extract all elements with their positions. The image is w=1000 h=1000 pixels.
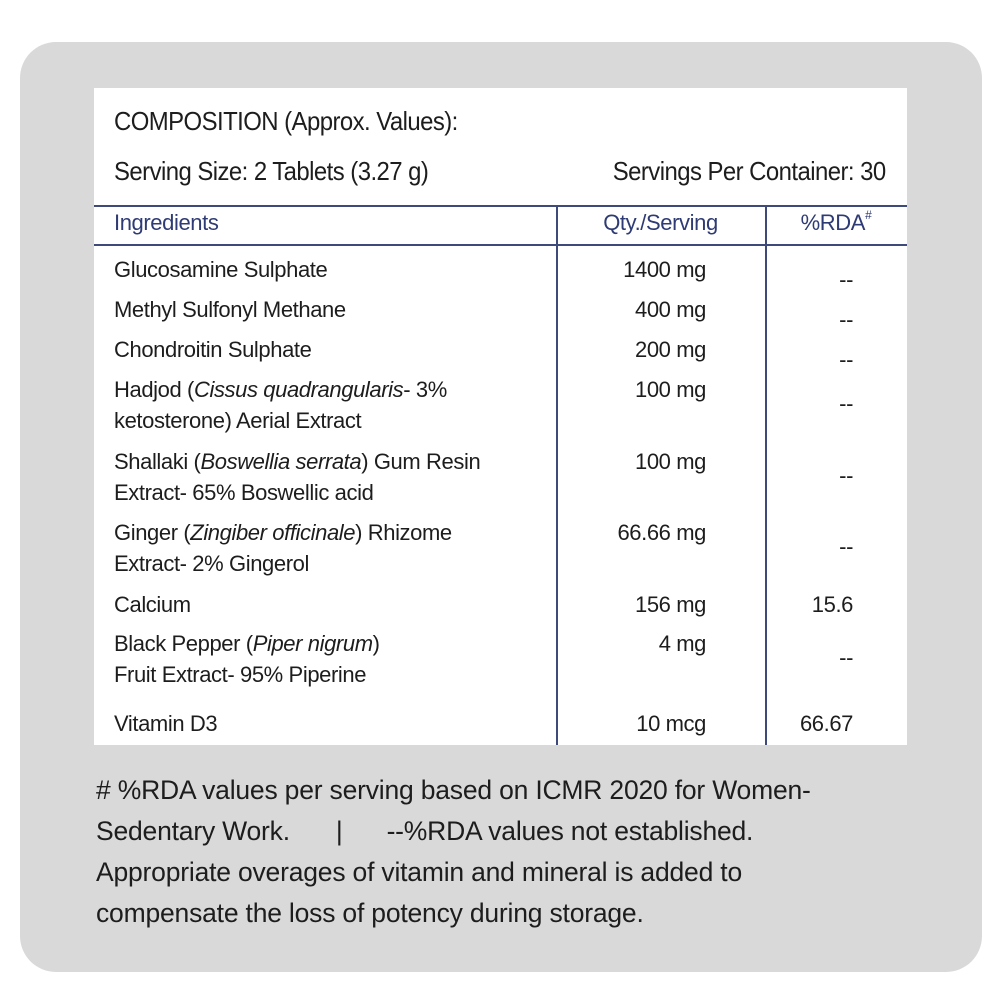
header-ingredients: Ingredients bbox=[114, 210, 219, 235]
ingredient-name-text: - 3% bbox=[403, 377, 447, 402]
footnote-separator: | bbox=[335, 816, 343, 846]
servings-per-container: Servings Per Container: 30 bbox=[613, 156, 886, 186]
table-header-rule bbox=[94, 244, 907, 246]
ingredient-name-line-2: Extract- 2% Gingerol bbox=[114, 551, 309, 576]
header-rda bbox=[765, 210, 907, 236]
ingredient-qty: 156 mg bbox=[635, 592, 706, 617]
footnote-line-4: compensate the loss of potency during storage. bbox=[96, 898, 644, 928]
ingredient-name-line-2: ketosterone) Aerial Extract bbox=[114, 408, 362, 433]
ingredient-name bbox=[114, 334, 544, 365]
footnote-not-established: --%RDA values not established. bbox=[386, 816, 754, 846]
serving-size: Serving Size: 2 Tablets (3.27 g) bbox=[114, 156, 429, 186]
ingredient-name bbox=[114, 628, 544, 690]
ingredient-qty: 200 mg bbox=[635, 337, 706, 362]
ingredient-rda: -- bbox=[839, 391, 853, 416]
ingredient-botanical-name: Piper nigrum bbox=[252, 631, 373, 656]
ingredient-name bbox=[114, 294, 544, 325]
ingredient-rda: -- bbox=[839, 463, 853, 488]
table-top-rule bbox=[94, 205, 907, 207]
ingredient-qty: 100 mg bbox=[635, 449, 706, 474]
footnote-line-2 bbox=[96, 811, 956, 852]
header-qty-serving: Qty./Serving bbox=[603, 210, 718, 235]
ingredient-qty: 4 mg bbox=[658, 631, 706, 656]
footnote-line-1: # %RDA values per serving based on ICMR 2020 for Women- bbox=[96, 775, 811, 805]
ingredient-name-line-2: Extract- 65% Boswellic acid bbox=[114, 480, 374, 505]
composition-card bbox=[94, 88, 907, 745]
ingredient-name-text: Vitamin D3 bbox=[114, 711, 218, 736]
ingredient-name bbox=[114, 374, 544, 436]
ingredient-name-text: ) Gum Resin bbox=[361, 449, 481, 474]
ingredient-rda: 66.67 bbox=[799, 711, 853, 736]
ingredient-botanical-name: Cissus quadrangularis bbox=[193, 377, 404, 402]
ingredient-name-text: ) Rhizome bbox=[355, 520, 452, 545]
ingredient-name bbox=[114, 589, 544, 620]
ingredient-botanical-name: Zingiber officinale bbox=[190, 520, 356, 545]
ingredient-botanical-name: Boswellia serrata bbox=[200, 449, 362, 474]
footnote-sedentary: Sedentary Work. bbox=[96, 816, 290, 846]
ingredient-qty: 1400 mg bbox=[623, 257, 706, 282]
ingredient-name-line-2: Fruit Extract- 95% Piperine bbox=[114, 662, 367, 687]
header-rda-label: %RDA bbox=[800, 210, 866, 235]
ingredient-name-text: Ginger ( bbox=[114, 520, 191, 545]
ingredient-qty: 66.66 mg bbox=[617, 520, 706, 545]
ingredient-name-text: Chondroitin Sulphate bbox=[114, 337, 312, 362]
ingredient-name bbox=[114, 517, 544, 579]
ingredient-name-text: Methyl Sulfonyl Methane bbox=[114, 297, 346, 322]
ingredient-name bbox=[114, 708, 544, 739]
ingredient-rda: 15.6 bbox=[811, 592, 853, 617]
composition-title: COMPOSITION (Approx. Values): bbox=[114, 106, 458, 136]
ingredient-name bbox=[114, 446, 544, 508]
ingredient-rda: -- bbox=[839, 347, 853, 372]
ingredient-name-text: Shallaki ( bbox=[114, 449, 201, 474]
ingredient-rda: -- bbox=[839, 645, 853, 670]
ingredient-rda: -- bbox=[839, 307, 853, 332]
ingredient-name-text: Hadjod ( bbox=[114, 377, 194, 402]
ingredient-name-text: Black Pepper ( bbox=[114, 631, 253, 656]
header-rda-mark: # bbox=[865, 208, 872, 222]
ingredient-name-text: ) bbox=[372, 631, 380, 656]
ingredient-rda: -- bbox=[839, 267, 853, 292]
footnote bbox=[96, 770, 956, 934]
ingredient-qty: 100 mg bbox=[635, 377, 706, 402]
ingredient-name bbox=[114, 254, 544, 285]
footnote-line-3: Appropriate overages of vitamin and mineral is added to bbox=[96, 857, 742, 887]
ingredient-name-text: Glucosamine Sulphate bbox=[114, 257, 328, 282]
ingredient-name-text: Calcium bbox=[114, 592, 191, 617]
ingredient-rda: -- bbox=[839, 534, 853, 559]
ingredient-qty: 400 mg bbox=[635, 297, 706, 322]
ingredient-qty: 10 mcg bbox=[636, 711, 706, 736]
